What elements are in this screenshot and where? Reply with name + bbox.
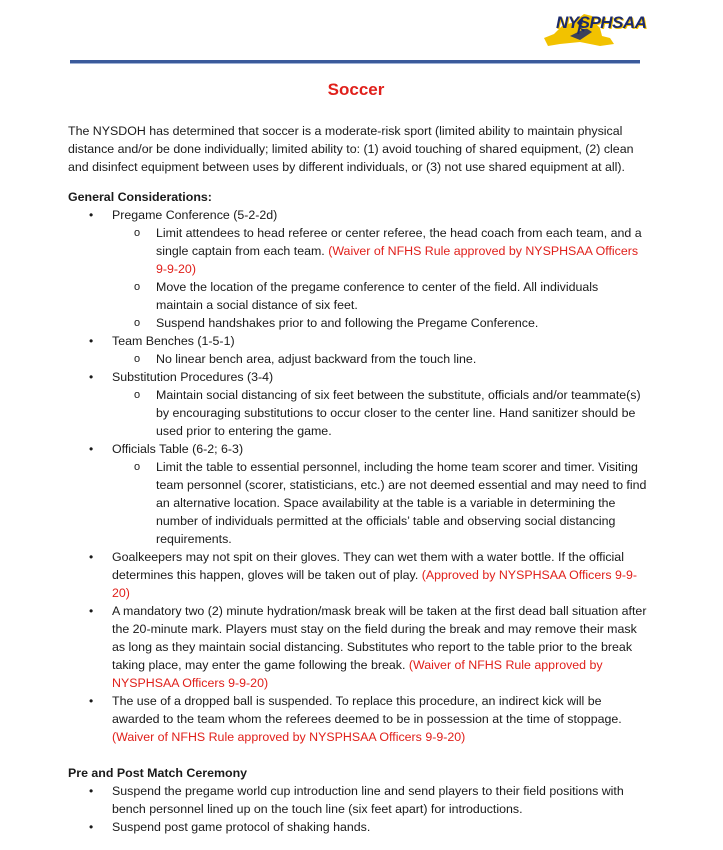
- waiver-note: (Waiver of NFHS Rule approved by NYSPHSAA Officers 9-9-20): [156, 244, 639, 276]
- list-item-team-benches: [68, 332, 648, 368]
- list-item-substitution-procedures: [68, 368, 648, 440]
- sub-item-text: No linear bench area, adjust backward from the touch line.: [156, 352, 477, 366]
- bullet-icon: •: [89, 550, 94, 564]
- waiver-note: (Waiver of NFHS Rule approved by NYSPHSAA Officers 9-9-20): [112, 730, 466, 744]
- circle-bullet-icon: o: [134, 353, 141, 365]
- page-title: Soccer: [327, 80, 385, 99]
- list-item-text: Officials Table (6-2; 6-3): [112, 442, 244, 456]
- waiver-note: (Waiver of NFHS Rule approved by NYSPHSAA Officers 9-9-20): [112, 658, 603, 690]
- list-item-pregame-conference: [68, 206, 648, 332]
- list-item-text: Goalkeepers may not spit on their gloves. They can wet them with a water bottle. If the official determines this happen, gloves will be taken out of play.: [112, 550, 624, 582]
- circle-bullet-icon: o: [134, 389, 141, 401]
- ceremony-heading: Pre and Post Match Ceremony: [68, 766, 248, 780]
- sub-item-text: Maintain social distancing of six feet between the substitute, officials and/or teammate(s) by encouraging substitutions to occur closer to the center line. Hand sanitizer should be used prior to entering the game.: [156, 388, 641, 438]
- bullet-icon: •: [89, 370, 94, 384]
- approval-note: (Approved by NYSPHSAA Officers 9-9-20): [112, 568, 638, 600]
- general-considerations-heading: General Considerations:: [68, 190, 212, 204]
- list-item-text: Pregame Conference (5-2-2d): [112, 208, 278, 222]
- sub-list: [112, 386, 648, 440]
- list-item-text: Substitution Procedures (3-4): [112, 370, 274, 384]
- bullet-icon: •: [89, 820, 94, 834]
- circle-bullet-icon: o: [134, 281, 141, 293]
- bullet-icon: •: [89, 442, 94, 456]
- list-item-text: Suspend post game protocol of shaking hands.: [112, 820, 371, 834]
- sub-item-text: Limit attendees to head referee or center referee, the head coach from each team, and a single captain from each team.: [156, 226, 642, 258]
- sub-list-item: [112, 458, 648, 548]
- bullet-icon: •: [89, 604, 94, 618]
- list-item-dropped-ball: [68, 692, 648, 746]
- sub-list: [112, 458, 648, 548]
- list-item-text: A mandatory two (2) minute hydration/mask break will be taken at the first dead ball situation after the 20-minute mark. Players must stay on the field during the break and may remove their mask as long as they maintain social distancing. Substitutes who report to the table prior to the break taking place, may enter the game following the break.: [112, 604, 647, 672]
- list-item-text: The use of a dropped ball is suspended. To replace this procedure, an indirect kick will be awarded to the team whom the referees deemed to be in possession at the time of stoppage.: [112, 694, 622, 726]
- sub-list-item: [112, 224, 648, 278]
- document-body: [68, 122, 648, 836]
- sub-list: [112, 350, 648, 368]
- circle-bullet-icon: o: [134, 461, 141, 473]
- intro-paragraph: The NYSDOH has determined that soccer is a moderate-risk sport (limited ability to maintain physical distance and/or be done individually; limited ability to: (1) avoid touching of shared equipment, (2) clean and disinfect equipment between uses by different individuals, or (3) not use shared equipment at all).: [68, 124, 634, 174]
- list-item-goalkeepers: [68, 548, 648, 602]
- list-item-text: Suspend the pregame world cup introduction line and send players to their field positions with bench personnel lined up on the touch line (six feet apart) for introductions.: [112, 784, 624, 816]
- list-item-officials-table: [68, 440, 648, 548]
- sub-item-text: Move the location of the pregame conference to center of the field. All individuals maintain a social distance of six feet.: [156, 280, 599, 312]
- bullet-icon: •: [89, 694, 94, 708]
- sub-list-item: [112, 350, 648, 368]
- list-item-handshakes: [68, 818, 648, 836]
- logo-text: NYSPHSAA: [556, 13, 647, 32]
- bullet-icon: •: [89, 784, 94, 798]
- sub-list-item: [112, 386, 648, 440]
- bullet-icon: •: [89, 208, 94, 222]
- ceremony-list: [68, 782, 648, 836]
- list-item-hydration-break: [68, 602, 648, 692]
- list-item-world-cup-line: [68, 782, 648, 818]
- sub-item-text: Limit the table to essential personnel, including the home team scorer and timer. Visiting team personnel (scorer, statisticians, etc.) are not deemed essential and may need to find an alternative location. Space availability at the table is a variable in determining the number of individuals permitted at the officials’ table and observing social distancing requirements.: [156, 460, 647, 546]
- section-spacer: [68, 746, 648, 764]
- sub-list-item: [112, 278, 648, 314]
- nysphsaa-logo: [540, 8, 647, 52]
- circle-bullet-icon: o: [134, 317, 141, 329]
- bullet-icon: •: [89, 334, 94, 348]
- sub-list-item: [112, 314, 648, 332]
- general-considerations-list: [68, 206, 648, 746]
- header-divider: [70, 60, 640, 64]
- sub-list: [112, 224, 648, 332]
- list-item-text: Team Benches (1-5-1): [112, 334, 235, 348]
- circle-bullet-icon: o: [134, 227, 141, 239]
- sub-item-text: Suspend handshakes prior to and following the Pregame Conference.: [156, 316, 539, 330]
